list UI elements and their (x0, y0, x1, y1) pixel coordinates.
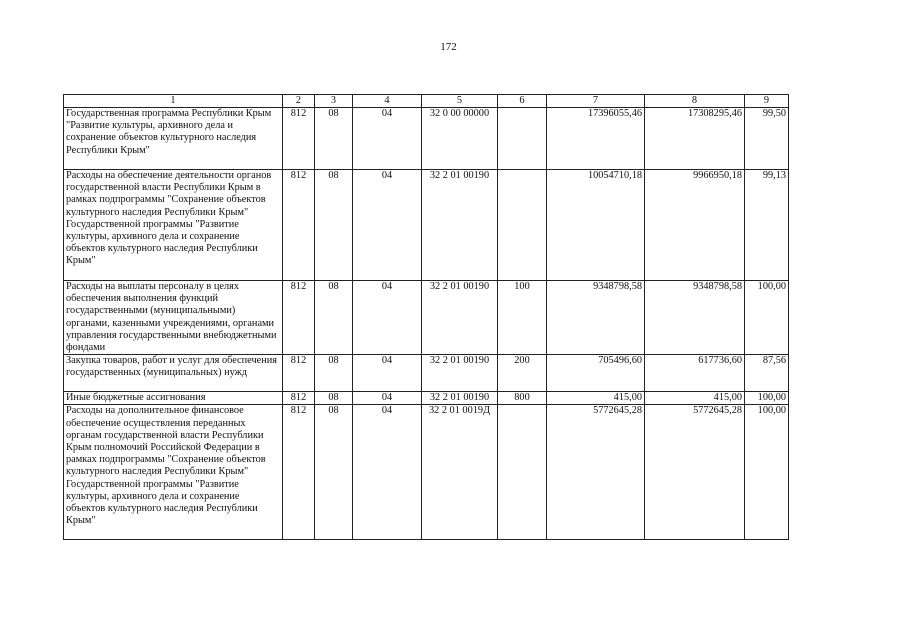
planned-amount: 10054710,18 (547, 170, 645, 281)
execution-percent: 99,13 (745, 170, 789, 281)
expense-name: Расходы на выплаты персоналу в целях обеспечения выполнения функций государственными (муниципальными) органами, казенными учреждениями, органами управления государственными внебюджетными фондами (64, 281, 283, 355)
ministry-code: 812 (283, 170, 315, 281)
ministry-code: 812 (283, 281, 315, 355)
subsection-code: 04 (353, 108, 422, 170)
ministry-code: 812 (283, 405, 315, 540)
expense-type-code: 800 (498, 392, 547, 405)
column-header-5: 5 (422, 95, 498, 108)
target-article-code: 32 2 01 00190 (422, 281, 498, 355)
planned-amount: 17396055,46 (547, 108, 645, 170)
budget-table (63, 94, 789, 540)
section-code: 08 (315, 392, 353, 405)
expense-name: Закупка товаров, работ и услуг для обеспечения государственных (муниципальных) нужд (64, 355, 283, 392)
section-code: 08 (315, 405, 353, 540)
executed-amount: 9966950,18 (645, 170, 745, 281)
executed-amount: 5772645,28 (645, 405, 745, 540)
expense-name: Государственная программа Республики Крым "Развитие культуры, архивного дела и сохранение объектов культурного наследия Республики Крым" (64, 108, 283, 170)
planned-amount: 5772645,28 (547, 405, 645, 540)
page-number: 172 (440, 41, 457, 53)
column-header-7: 7 (547, 95, 645, 108)
table-row (64, 392, 789, 405)
subsection-code: 04 (353, 405, 422, 540)
column-header-6: 6 (498, 95, 547, 108)
planned-amount: 705496,60 (547, 355, 645, 392)
section-code: 08 (315, 108, 353, 170)
table-row (64, 355, 789, 392)
column-header-8: 8 (645, 95, 745, 108)
expense-name: Расходы на дополнительное финансовое обеспечение осуществления переданных органам государственной власти Республики Крым полномочий Российской Федерации в рамках подпрограммы "Сохранение объектов культурного наследия Республики Крым" Государственной программы "Развитие культуры, архивного дела и сохранение объектов культурного наследия Республики Крым" (64, 405, 283, 540)
target-article-code: 32 2 01 0019Д (422, 405, 498, 540)
subsection-code: 04 (353, 170, 422, 281)
execution-percent: 100,00 (745, 405, 789, 540)
target-article-code: 32 0 00 00000 (422, 108, 498, 170)
executed-amount: 9348798,58 (645, 281, 745, 355)
execution-percent: 100,00 (745, 281, 789, 355)
header-row (64, 95, 789, 108)
subsection-code: 04 (353, 392, 422, 405)
column-header-9: 9 (745, 95, 789, 108)
section-code: 08 (315, 355, 353, 392)
column-header-2: 2 (283, 95, 315, 108)
target-article-code: 32 2 01 00190 (422, 355, 498, 392)
column-header-4: 4 (353, 95, 422, 108)
expense-name: Иные бюджетные ассигнования (64, 392, 283, 405)
execution-percent: 99,50 (745, 108, 789, 170)
target-article-code: 32 2 01 00190 (422, 170, 498, 281)
subsection-code: 04 (353, 355, 422, 392)
planned-amount: 9348798,58 (547, 281, 645, 355)
executed-amount: 415,00 (645, 392, 745, 405)
table-row (64, 281, 789, 355)
section-code: 08 (315, 281, 353, 355)
target-article-code: 32 2 01 00190 (422, 392, 498, 405)
table-row (64, 170, 789, 281)
expense-type-code (498, 108, 547, 170)
expense-type-code (498, 170, 547, 281)
expense-type-code: 100 (498, 281, 547, 355)
column-header-3: 3 (315, 95, 353, 108)
expense-type-code (498, 405, 547, 540)
table-row (64, 405, 789, 540)
executed-amount: 617736,60 (645, 355, 745, 392)
executed-amount: 17308295,46 (645, 108, 745, 170)
ministry-code: 812 (283, 108, 315, 170)
planned-amount: 415,00 (547, 392, 645, 405)
table-row (64, 108, 789, 170)
section-code: 08 (315, 170, 353, 281)
subsection-code: 04 (353, 281, 422, 355)
expense-name: Расходы на обеспечение деятельности органов государственной власти Республики Крым в рамках подпрограммы "Сохранение объектов культурного наследия Республики Крым" Государственной программы "Развитие культуры, архивного дела и сохранение объектов культурного наследия Республики Крым" (64, 170, 283, 281)
ministry-code: 812 (283, 392, 315, 405)
ministry-code: 812 (283, 355, 315, 392)
column-header-1: 1 (64, 95, 283, 108)
execution-percent: 87,56 (745, 355, 789, 392)
expense-type-code: 200 (498, 355, 547, 392)
execution-percent: 100,00 (745, 392, 789, 405)
